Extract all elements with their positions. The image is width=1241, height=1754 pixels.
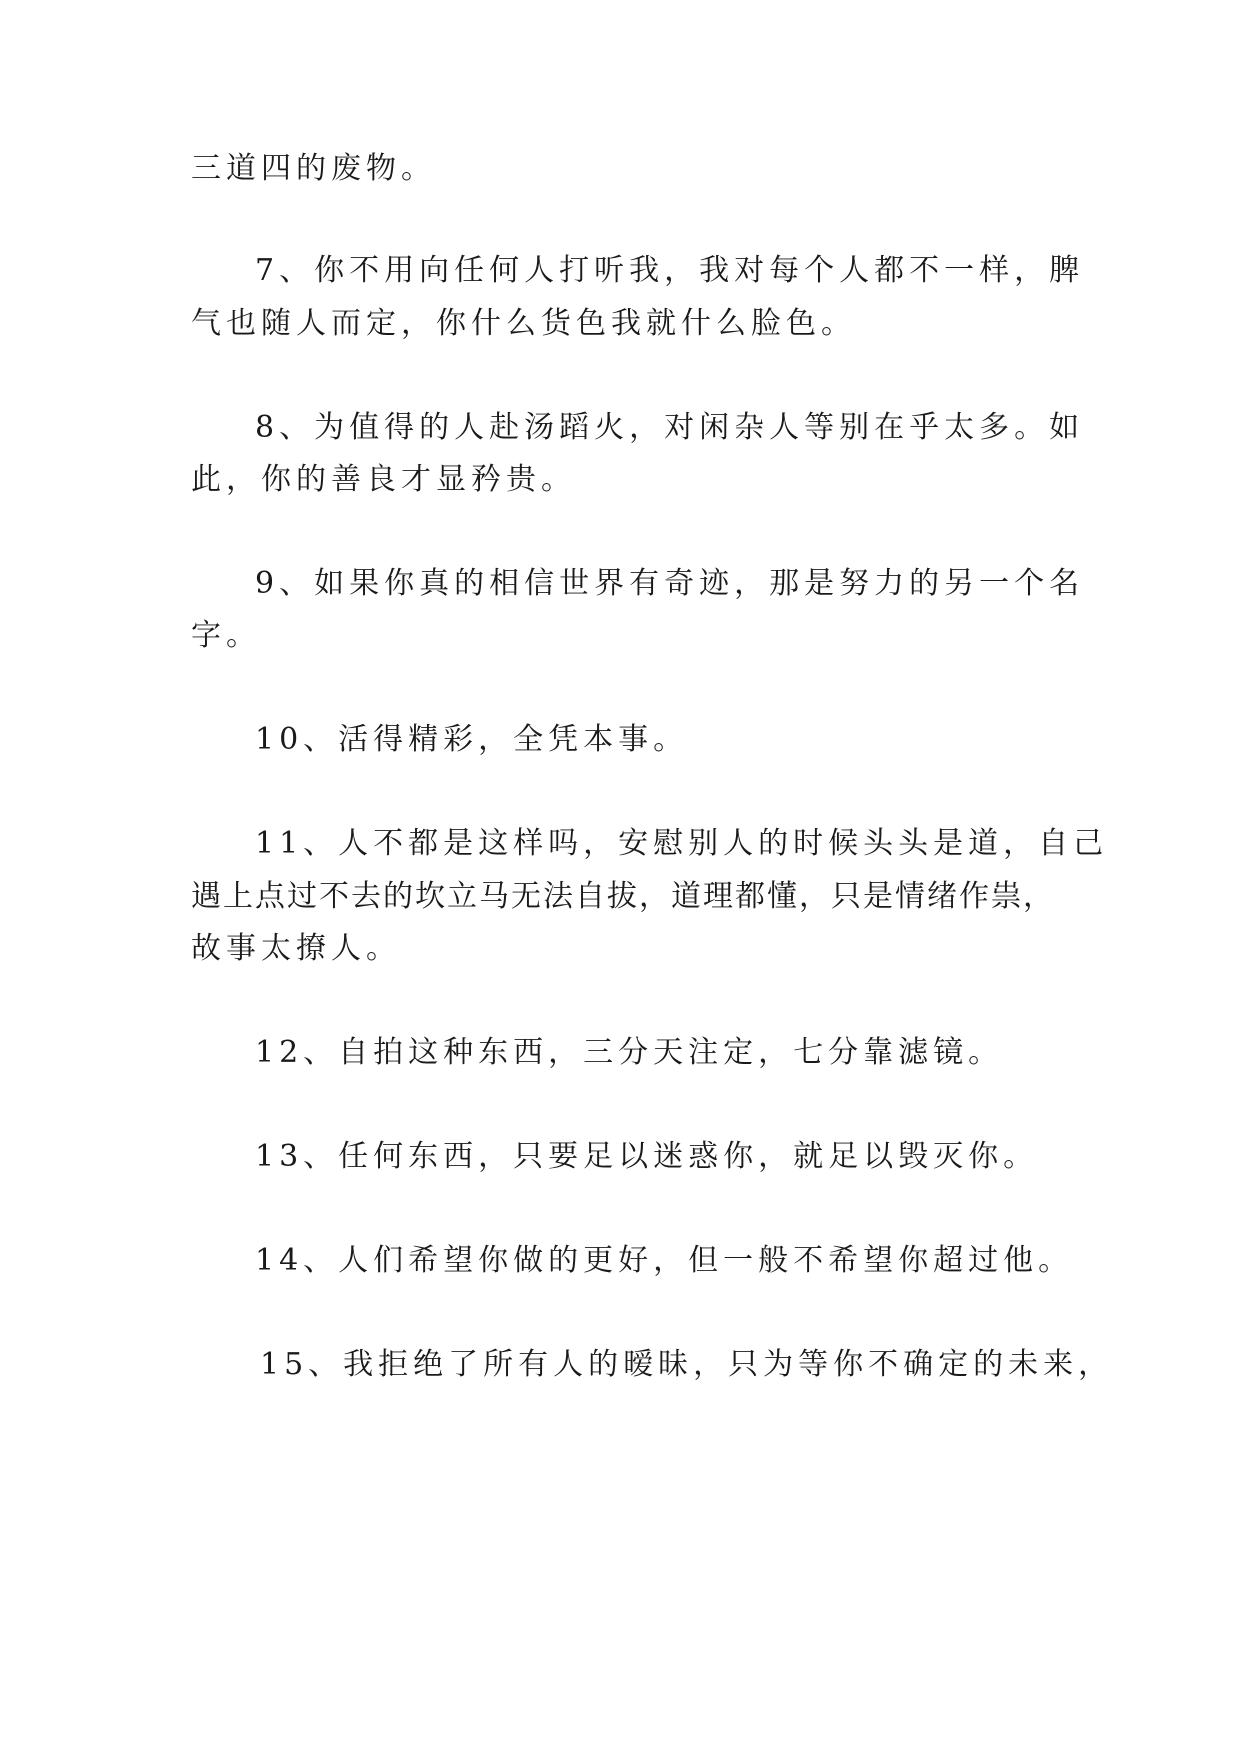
paragraph-7-line-1: 7、你不用向任何人打听我，我对每个人都不一样，脾 [255, 253, 1085, 288]
paragraph-6-line-2: 三道四的废物。 [191, 151, 436, 186]
paragraph-11-line-1: 11、人不都是这样吗，安慰别人的时候头头是道，自己 [255, 826, 1109, 861]
paragraph-11-line-3: 故事太撩人。 [191, 931, 401, 966]
paragraph-11-line-2: 遇上点过不去的坎立马无法自拔，道理都懂，只是情绪作祟， [191, 879, 1055, 914]
paragraph-9-line-2: 字。 [191, 618, 261, 653]
paragraph-14: 14、人们希望你做的更好，但一般不希望你超过他。 [255, 1243, 1074, 1278]
paragraph-8-line-1: 8、为值得的人赴汤蹈火，对闲杂人等别在乎太多。如 [255, 410, 1085, 445]
paragraph-7-line-2: 气也随人而定，你什么货色我就什么脸色。 [191, 306, 856, 341]
paragraph-13: 13、任何东西，只要足以迷惑你，就足以毁灭你。 [255, 1139, 1039, 1174]
paragraph-12: 12、自拍这种东西，三分天注定，七分靠滤镜。 [255, 1035, 1004, 1070]
paragraph-10: 10、活得精彩，全凭本事。 [255, 722, 689, 757]
paragraph-8-line-2: 此，你的善良才显矜贵。 [191, 462, 576, 497]
paragraph-15-line-1: 15、我拒绝了所有人的暧昧，只为等你不确定的未来， [260, 1347, 1114, 1382]
paragraph-9-line-1: 9、如果你真的相信世界有奇迹，那是努力的另一个名 [255, 566, 1085, 601]
